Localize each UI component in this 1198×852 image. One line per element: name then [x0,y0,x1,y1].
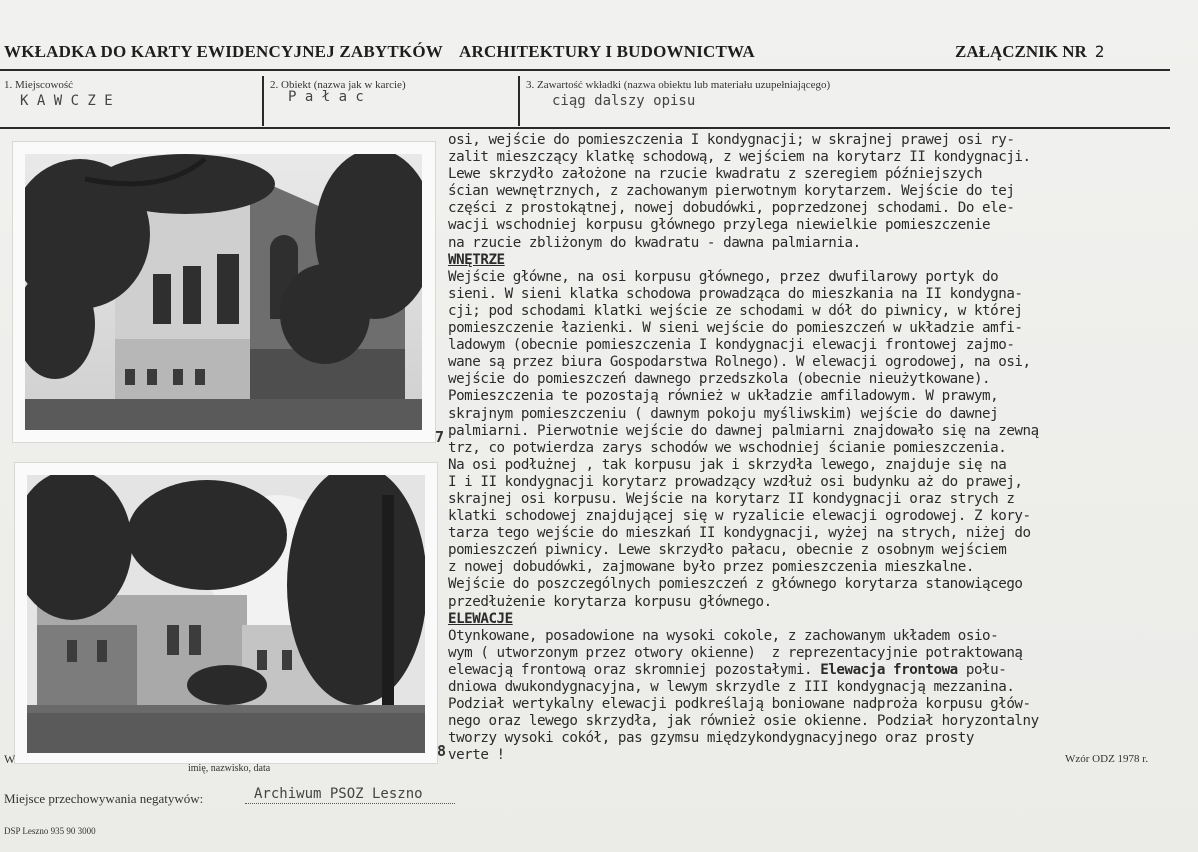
header-rule-top [0,69,1170,71]
object-label: 2. Obiekt (nazwa jak w karcie) [270,79,406,91]
body-line: skrajnej osi korpusu. Wejście na korytarz II kondygnacji oraz strych z [448,490,1015,507]
header-rule-bottom [0,127,1170,129]
locality-label: 1. Miejscowość [4,79,74,91]
object-value: P a ł a c [288,89,364,105]
name-caption: imię, nazwisko, data [188,763,271,774]
body-line: Pomieszczenia te pozostają również w układzie amfiladowym. W prawym, [448,388,999,405]
photo-2 [14,462,438,764]
photo-1-image [25,154,422,430]
body-line: I i II kondygnacji korytarz prowadzący wzdłuż osi budynku aż do prawej, [448,473,1023,490]
body-line: Lewe skrzydło założone na rzucie kwadratu z szeregiem późniejszych [448,166,983,183]
body-line: części z prostokątnej, nowej dobudówki, poprzedzonej schodami. Do ele- [448,200,1015,217]
body-line: ladowym (obecnie pomieszczenia I kondygnacji elewacji frontowej zajmo- [448,337,1015,354]
body-line: Na osi podłużnej , tak korpusu jak i skrzydła lewego, znajduje się na [448,456,1007,473]
body-line: wacji wschodniej korpusu głównego przylega niewielkie pomieszczenie [448,217,991,234]
body-line: wym ( utworzonym przez otwory okienne) z reprezentacyjnie potraktowaną [448,644,1023,661]
body-line: zalit mieszczący klatkę schodową, z wejściem na korytarz II kondygnacji. [448,149,1031,166]
body-line: dniowa dwukondygnacyjna, w lewym skrzydle z III kondygnacją mezzanina. [448,679,1015,695]
body-line: Wejście do poszczególnych pomieszczeń z głównego korytarza stanowiącego [448,576,1023,593]
body-line: Otynkowane, posadowione na wysoki cokole, z zachowanym układem osio- [448,627,999,644]
body-line: klatki schodowej znajdującej się w ryzalicie elewacji ogrodowej. Z kory- [448,508,1031,525]
print-code: DSP Leszno 935 90 3000 [4,826,96,836]
negatives-label: Miejsce przechowywania negatywów: [4,791,204,806]
body-line: verte ! [448,747,505,764]
locality-value: K A W C Z E [20,93,113,109]
body-line: pomieszczenie łazienki. W sieni wejście do pomieszczeń w układzie amfi- [448,320,1023,337]
body-line: osi, wejście do pomieszczenia I kondygnacji; w skrajnej prawej osi ry- [448,132,1015,148]
annex-label: ZAŁĄCZNIK NR [955,42,1087,61]
photo-1-number: 7 [435,428,445,446]
body-line: palmiarni. Pierwotnie wejście do dawnej palmiarni znajdowało się na zewną [448,422,1039,439]
photo-2-number: 8 [437,742,447,760]
field-divider-1 [262,76,264,126]
body-line: trz, co potwierdza zarys schodów we wschodniej ścianie pomieszczenia. [448,439,1007,456]
contents-label: 3. Zawartość wkładki (nazwa obiektu lub materiału uzupełniającego) [526,79,831,91]
body-line: tarza tego wejście do mieszkań II kondygnacji, wyżej na strych, niżej do [448,525,1031,542]
body-line: Podział wertykalny elewacji podkreślają boniowane nadproża korpusu głów- [448,696,1031,713]
body-line: z nowej dobudówki, zajmowane było przez pomieszczenia mieszkalne. [448,559,974,576]
form-title-part2: ARCHITEKTURY I BUDOWNICTWA [458,42,755,61]
annex-heading [955,42,1104,62]
form-pattern: Wzór ODZ 1978 r. [1065,753,1149,765]
body-line: ścian wewnętrznych, z zachowanym pierwotnym korytarzem. Wejście do tej [448,183,1015,200]
typed-description [448,132,1198,764]
negatives-underline [245,803,455,804]
negatives-value: Archiwum PSOZ Leszno [254,786,423,802]
body-line: tworzy wysoki cokół, pas gzymsu międzykondygnacyjnego oraz prosty [448,730,974,747]
form-title-part1: WKŁADKA DO KARTY EWIDENCYJNEJ ZABYTKÓW [4,42,443,61]
section-heading: WNĘTRZE [448,251,505,268]
contents-value: ciąg dalszy opisu [552,93,696,109]
footer-w: W [4,752,16,766]
body-line: wane są przez biura Gospodarstwa Rolnego). W elewacji ogrodowej, na osi, [448,354,1031,371]
body-line: wejście do pomieszczeń dawnego przedszkola (obecnie nieużytkowane). [448,371,991,388]
body-line: cji; pod schodami klatki wejście ze schodami w dół do piwnicy, w której [448,302,1023,319]
body-line: skrajnym pomieszczeniu ( dawnym pokoju myśliwskim) wejście do dawnej [448,405,999,422]
photo-2-image [27,475,425,753]
photo-1 [12,141,436,443]
body-line: elewacją frontową oraz skromniej pozostałymi. Elewacja frontowa połu- [448,661,1007,678]
field-divider-2 [518,76,520,126]
body-line: nego oraz lewego skrzydła, jak również osie okienne. Podział horyzontalny [448,713,1039,730]
body-line: pomieszczeń piwnicy. Lewe skrzydło pałacu, obecnie z osobnym wejściem [448,542,1007,559]
body-line: sieni. W sieni klatka schodowa prowadząca do mieszkania na II kondygna- [448,285,1023,302]
section-heading: ELEWACJE [448,610,513,627]
body-line: na rzucie zbliżonym do kwadratu - dawna palmiarnia. [448,234,861,251]
form-title [4,42,755,62]
body-line: Wejście główne, na osi korpusu głównego, przez dwufilarowy portyk do [448,268,999,285]
body-line: przedłużenie korytarza korpusu głównego. [448,593,772,610]
annex-number: 2 [1094,42,1105,61]
